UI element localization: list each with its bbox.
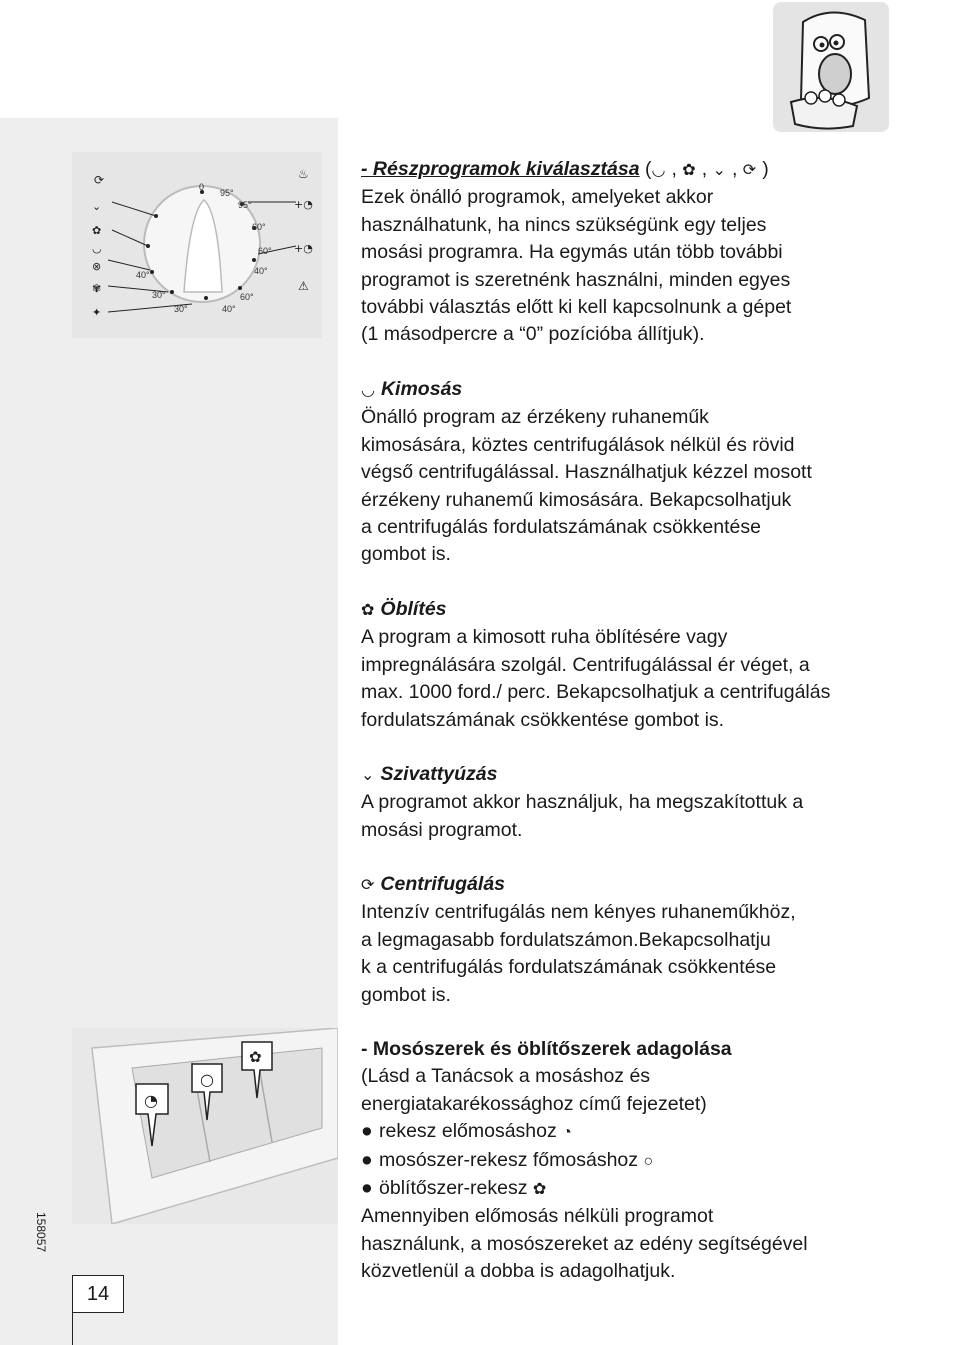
dial-label-0: 0	[199, 182, 205, 192]
paragraph-line: a centrifugálás fordulatszámának csökkentése	[361, 516, 761, 539]
bullet-icon: ●	[361, 1177, 373, 1200]
drain-icon: ⌄	[361, 767, 375, 784]
section-partial-programs	[361, 156, 921, 349]
paragraph-line: energiatakarékossághoz című fejezetet)	[361, 1092, 707, 1115]
paragraph-line: Ezek önálló programok, amelyeket akkor	[361, 186, 714, 209]
svg-text:♨: ♨	[298, 167, 309, 181]
drain-icon: ⌄	[712, 162, 726, 179]
dial-label-40: 40°	[222, 304, 236, 314]
section-oblites	[361, 596, 921, 734]
section-detergent-dosing	[361, 1036, 921, 1286]
paragraph-line: használhatunk, ha nincs szükségünk egy teljes	[361, 213, 767, 236]
section-centrifugalas	[361, 871, 921, 1009]
dial-label-95: 95°	[238, 200, 252, 210]
paragraph-line: Intenzív centrifugálás nem kényes ruhaneműkhöz,	[361, 901, 796, 924]
dial-label-40: 40°	[254, 266, 268, 276]
paragraph-line: programot is szeretnénk használni, minden egyes	[361, 268, 791, 291]
hand-wash-icon: ◡	[361, 382, 375, 399]
subsection-heading: ⟳ Centrifugálás	[361, 871, 921, 899]
svg-text:⟳: ⟳	[94, 173, 105, 187]
paragraph-line: közvetlenül a dobba is adagolhatjuk.	[361, 1260, 676, 1283]
paragraph-line: max. 1000 ford./ perc. Bekapcsolhatjuk a centrifugálás	[361, 681, 831, 704]
svg-text:✿: ✿	[92, 224, 102, 237]
section-title-line: - Részprogramok kiválasztása (◡ , ✿ , ⌄ , ⟳ )	[361, 156, 921, 184]
paragraph-line: A programot akkor használjuk, ha megszakítottuk a	[361, 791, 804, 814]
washing-machine-mascot-icon	[773, 2, 889, 132]
spin-icon: ⟳	[361, 877, 375, 894]
section-title: Mosószerek és öblítőszerek adagolása	[372, 1038, 732, 1060]
paragraph-line: (1 másodpercre a “0” pozícióba állítjuk).	[361, 323, 705, 346]
section-szivattyuzas	[361, 761, 921, 844]
svg-text:⚠: ⚠	[298, 279, 309, 293]
bullet-icon: ●	[361, 1120, 373, 1143]
dial-label-30: 30°	[174, 304, 188, 314]
paragraph-line: A program a kimosott ruha öblítésére vagy	[361, 626, 728, 649]
svg-text:✾: ✾	[92, 282, 102, 295]
list-item: ● öblítőszer-rekesz ✿	[361, 1175, 921, 1203]
svg-text:⊗: ⊗	[92, 260, 102, 273]
dial-label-60: 60°	[258, 246, 272, 256]
list-item: ● rekesz előmosáshoz ◔	[361, 1118, 921, 1146]
detergent-drawer-illustration	[72, 1028, 338, 1224]
paragraph-line: végső centrifugálással. Használhatjuk kézzel mosott	[361, 461, 812, 484]
prewash-compartment-icon: ◔	[562, 1124, 572, 1142]
section-title: Részprogramok kiválasztása	[372, 158, 640, 180]
paragraph-line: impregnálására szolgál. Centrifugálással ér véget, a	[361, 653, 810, 676]
svg-text:+◔: +◔	[294, 242, 313, 255]
page-number-rule	[72, 1311, 73, 1345]
document-code: 158057	[34, 1212, 48, 1253]
paragraph-line: további választás előtt ki kell kapcsolnunk a gépet	[361, 296, 792, 319]
mainwash-compartment-icon: ○	[643, 1152, 654, 1170]
paragraph-line: gombot is.	[361, 983, 451, 1006]
spin-icon: ⟳	[742, 162, 757, 179]
rinse-icon: ✿	[682, 162, 696, 179]
rinse-icon: ✿	[361, 602, 375, 619]
hand-wash-icon: ◡	[651, 162, 666, 179]
section-title-line: - Mosószerek és öblítőszerek adagolása	[361, 1038, 732, 1060]
svg-text:✿: ✿	[249, 1048, 262, 1066]
program-dial-panel	[72, 152, 322, 338]
dial-label-95: 95°	[220, 188, 234, 198]
svg-text:◔: ◔	[144, 1091, 158, 1110]
paragraph-line: mosási programra. Ha egymás után több további	[361, 241, 783, 264]
page-number: 14	[72, 1275, 124, 1313]
paragraph-line: fordulatszámának csökkentése gombot is.	[361, 708, 725, 731]
dial-label-40: 40°	[136, 270, 150, 280]
paragraph-line: (Lásd a Tanácsok a mosáshoz és	[361, 1065, 651, 1088]
svg-text:○: ○	[200, 1070, 214, 1089]
bullet-icon: ●	[361, 1148, 373, 1171]
dial-label-60: 60°	[252, 222, 266, 232]
paragraph-line: a legmagasabb fordulatszámon.Bekapcsolhatju	[361, 928, 771, 951]
softener-compartment-icon: ✿	[532, 1181, 547, 1199]
dial-label-30: 30°	[152, 290, 166, 300]
subsection-heading: ✿ Öblítés	[361, 596, 921, 624]
paragraph-line: kimosására, köztes centrifugálások nélkül és rövid	[361, 433, 795, 456]
svg-text:+◔: +◔	[294, 198, 313, 211]
subsection-heading: ⌄ Szivattyúzás	[361, 761, 921, 789]
paragraph-line: mosási programot.	[361, 818, 523, 841]
paragraph-line: gombot is.	[361, 543, 451, 566]
paragraph-line: érzékeny ruhanemű kimosására. Bekapcsolhatjuk	[361, 488, 792, 511]
svg-text:✦: ✦	[92, 306, 102, 319]
paragraph-line: Amennyiben előmosás nélküli programot	[361, 1205, 714, 1228]
dial-label-60: 60°	[240, 292, 254, 302]
svg-text:⌄: ⌄	[92, 200, 102, 213]
paragraph-line: k a centrifugálás fordulatszámának csökkentése	[361, 956, 777, 979]
list-item: ● mosószer-rekesz főmosáshoz ○	[361, 1147, 921, 1175]
paragraph-line: Önálló program az érzékeny ruhaneműk	[361, 406, 709, 429]
subsection-heading: ◡ Kimosás	[361, 376, 921, 404]
section-kimosas	[361, 376, 921, 569]
paragraph-line: használunk, a mosószereket az edény segítségével	[361, 1232, 808, 1255]
svg-text:◡: ◡	[92, 242, 102, 255]
